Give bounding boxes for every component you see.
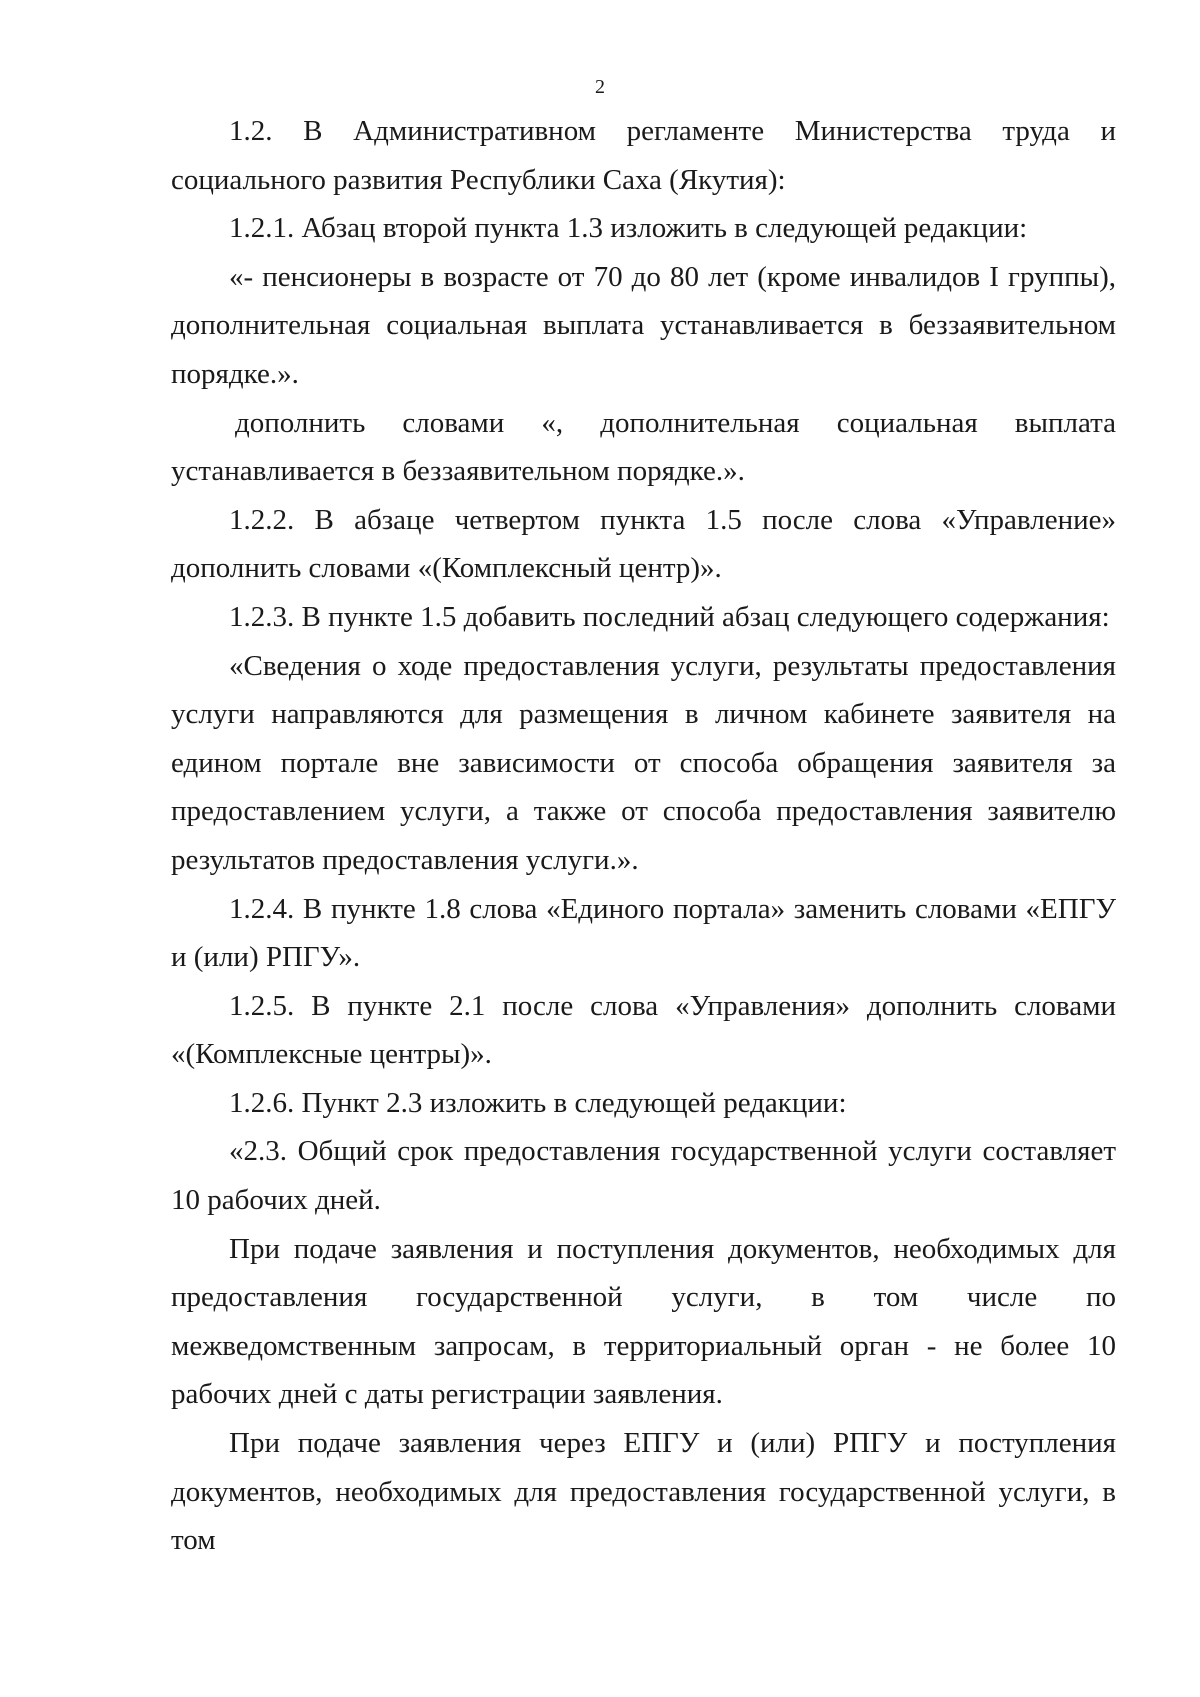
paragraph-quote-2-3: «2.3. Общий срок предоставления государственной услуги составляет 10 рабочих дней. bbox=[171, 1135, 1116, 1217]
paragraph-supplement-words: дополнить словами «, дополнительная социальная выплата устанавливается в беззаявительном порядке.». bbox=[171, 406, 1116, 488]
paragraph-quote-service-info: «Сведения о ходе предоставления услуги, результаты предоставления услуги направляются для размещения в личном кабинете заявителя на едином портале вне зависимости от способа обращения заявителя за предоставлением услуги, а также от способа предоставления заявителю результатов предоставления услуги.». bbox=[171, 649, 1116, 876]
paragraph-1-2-2: 1.2.2. В абзаце четвертом пункта 1.5 после слова «Управление» дополнить словами «(Комплексный центр)». bbox=[171, 503, 1116, 585]
paragraph-1-2-5: 1.2.5. В пункте 2.1 после слова «Управления» дополнить словами «(Комплексные центры)». bbox=[171, 989, 1116, 1071]
page-number: 2 bbox=[595, 76, 605, 98]
paragraph-1-2-6: 1.2.6. Пункт 2.3 изложить в следующей редакции: bbox=[229, 1086, 847, 1119]
paragraph-1-2-1: 1.2.1. Абзац второй пункта 1.3 изложить в следующей редакции: bbox=[229, 212, 1028, 245]
paragraph-1-2-4: 1.2.4. В пункте 1.8 слова «Единого портала» заменить словами «ЕПГУ и (или) РПГУ». bbox=[171, 892, 1116, 974]
paragraph-quote-pensioners: «- пенсионеры в возрасте от 70 до 80 лет (кроме инвалидов I группы), дополнительная социальная выплата устанавливается в беззаявительном порядке.». bbox=[171, 260, 1116, 390]
paragraph-epgu-rpgu: При подаче заявления через ЕПГУ и (или) РПГУ и поступления документов, необходимых для предоставления государственной услуги, в том bbox=[171, 1427, 1116, 1557]
paragraph-1-2: 1.2. В Административном регламенте Министерства труда и социального развития Республики Саха (Якутия): bbox=[171, 115, 1116, 196]
paragraph-1-2-3: 1.2.3. В пункте 1.5 добавить последний абзац следующего содержания: bbox=[229, 600, 1110, 633]
document-body bbox=[171, 107, 1116, 1565]
paragraph-territorial-organ: При подаче заявления и поступления документов, необходимых для предоставления государственной услуги, в том числе по межведомственным запросам, в территориальный орган - не более 10 рабочих дней с даты регистрации заявления. bbox=[171, 1232, 1116, 1411]
